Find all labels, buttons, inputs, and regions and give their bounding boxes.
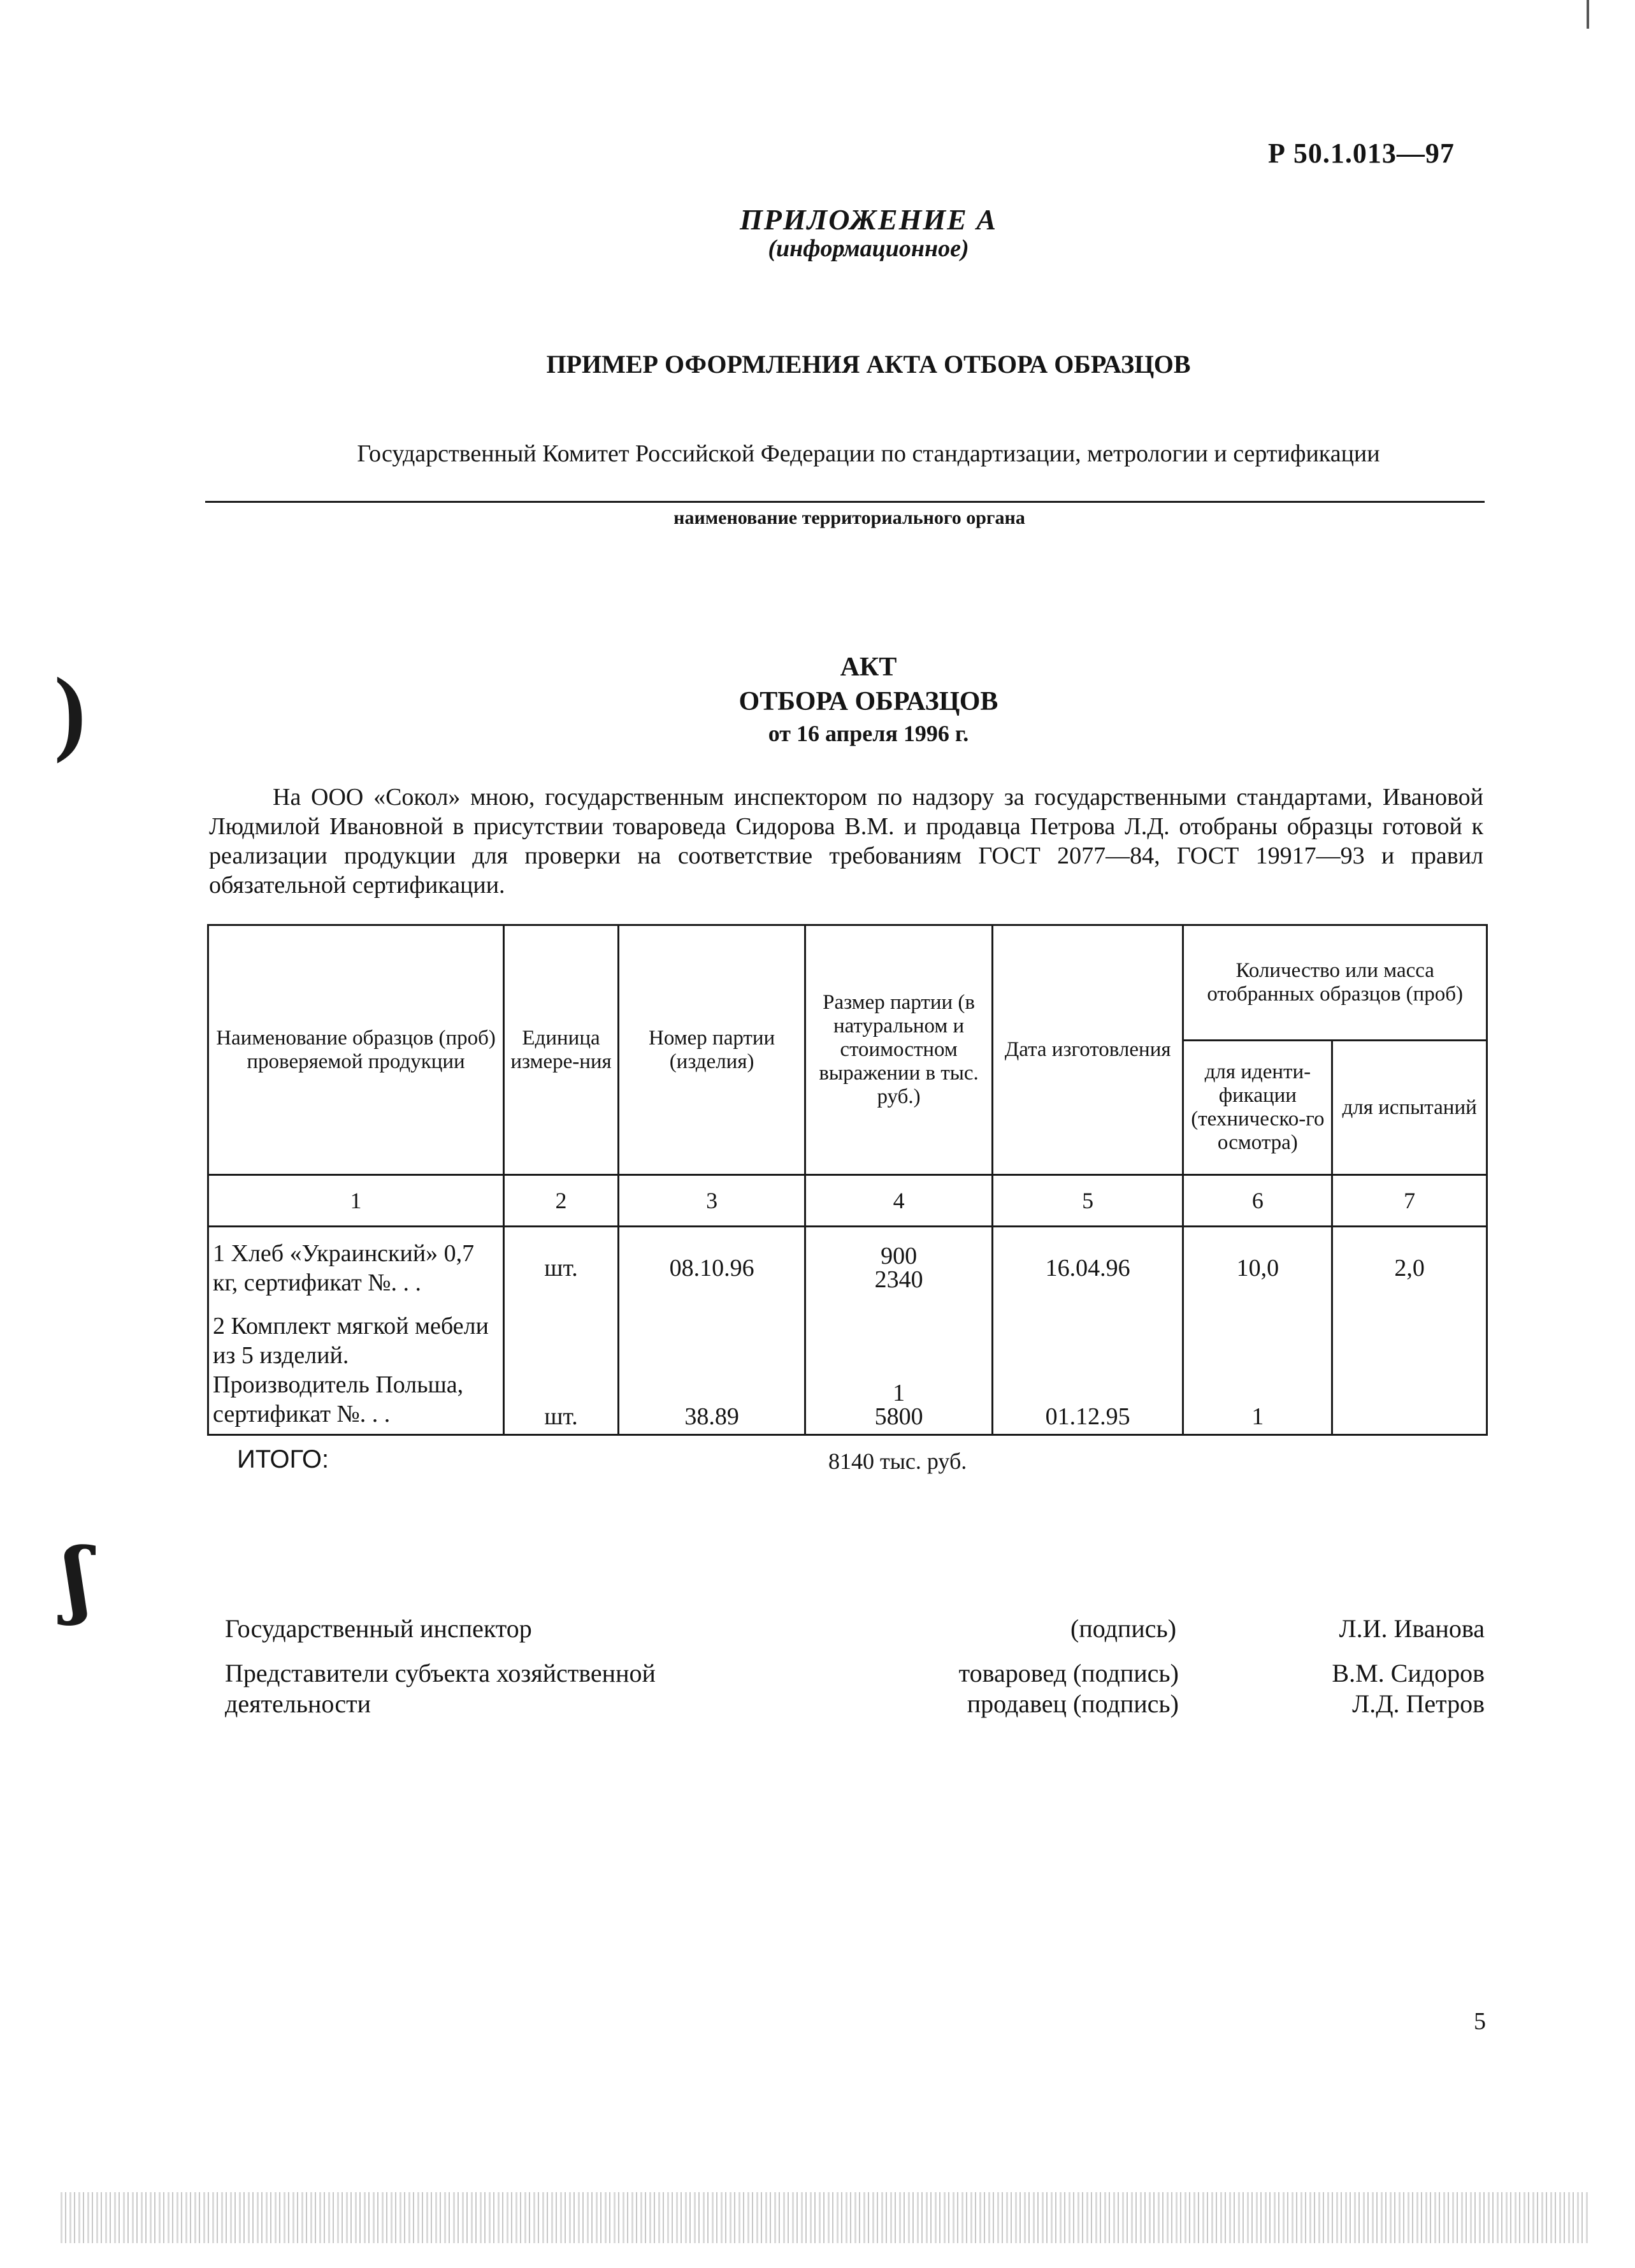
appendix-title: ПРИЛОЖЕНИЕ А bbox=[739, 203, 998, 236]
row-batch-number: 38.89 bbox=[618, 1309, 805, 1435]
row-batch-size bbox=[805, 1227, 993, 1310]
organization-name: Государственный Комитет Российской Федерации по стандартизации, метрологии и сертификации bbox=[357, 440, 1380, 467]
binding-bracket-mark: ʃ bbox=[64, 1529, 92, 1627]
total-label: ИТОГО: bbox=[237, 1445, 329, 1473]
seller-signature-field: продавец (подпись) bbox=[967, 1689, 1179, 1718]
row-manufacture-date: 16.04.96 bbox=[992, 1227, 1183, 1310]
inspector-signature-field: (подпись) bbox=[1070, 1614, 1177, 1643]
merchandiser-signature-field: товаровед (подпись) bbox=[958, 1659, 1179, 1687]
inspector-name: Л.И. Иванова bbox=[1339, 1614, 1485, 1643]
act-title-line2: ОТБОРА ОБРАЗЦОВ bbox=[738, 687, 998, 716]
document-number: Р 50.1.013—97 bbox=[1268, 138, 1455, 169]
merchandiser-name: В.М. Сидоров bbox=[1332, 1659, 1485, 1687]
appendix-subtitle: (информационное) bbox=[768, 235, 969, 262]
row-manufacture-date: 01.12.95 bbox=[992, 1309, 1183, 1435]
row-unit: шт. bbox=[504, 1227, 619, 1310]
page-number: 5 bbox=[1474, 2008, 1486, 2035]
row-identification-qty: 10,0 bbox=[1183, 1227, 1332, 1310]
act-intro-paragraph: На ООО «Сокол» мною, государственным инспектором по надзору за государственными стандартами, Ивановой Людмилой Ивановной в присутствии товароведа Сидорова В.М. и продавца Петрова Л.Д. отобраны образцы готовой к реализации продукции для проверки на соответствие требованиям ГОСТ 2077—84, ГОСТ 19917—93 и правил обязательной сертификации. bbox=[209, 784, 1483, 899]
row-identification-qty: 1 bbox=[1183, 1309, 1332, 1435]
header-quantity-group: Количество или масса отобранных образцов (проб) bbox=[1183, 925, 1487, 1041]
territorial-body-blank-line bbox=[205, 501, 1485, 503]
row-batch-size bbox=[805, 1309, 993, 1435]
main-title: ПРИМЕР ОФОРМЛЕНИЯ АКТА ОТБОРА ОБРАЗЦОВ bbox=[546, 350, 1191, 379]
header-unit: Единица измере-ния bbox=[504, 925, 619, 1175]
representatives-signature-fields bbox=[918, 1658, 1179, 1719]
representatives-names bbox=[1242, 1658, 1485, 1719]
row-size-value: 5800 bbox=[874, 1403, 923, 1430]
table-header-row bbox=[208, 925, 1487, 1041]
header-testing: для испытаний bbox=[1332, 1041, 1487, 1175]
header-identification: для иденти-фикации (техническо-го осмотра) bbox=[1183, 1041, 1332, 1175]
header-manufacture-date: Дата изготовления bbox=[992, 925, 1183, 1175]
row-batch-number: 08.10.96 bbox=[618, 1227, 805, 1310]
header-batch-number: Номер партии (изделия) bbox=[618, 925, 805, 1175]
act-date: от 16 апреля 1996 г. bbox=[768, 721, 969, 746]
column-number: 7 bbox=[1332, 1175, 1487, 1227]
row-size-natural: 1 bbox=[893, 1380, 905, 1406]
total-value: 8140 тыс. руб. bbox=[828, 1448, 967, 1474]
row-unit: шт. bbox=[504, 1309, 619, 1435]
row-product-name: 2 Комплект мягкой мебели из 5 изделий. Производитель Польша, сертификат №. . . bbox=[208, 1309, 504, 1435]
seller-name: Л.Д. Петров bbox=[1352, 1689, 1485, 1718]
representatives-label-line2: деятельности bbox=[225, 1689, 371, 1718]
scan-noise-strip bbox=[61, 2192, 1590, 2243]
column-number: 3 bbox=[618, 1175, 805, 1227]
row-product-name: 1 Хлеб «Украинский» 0,7 кг, сертификат №. . . bbox=[208, 1227, 504, 1310]
samples-table bbox=[207, 924, 1488, 1436]
column-number: 5 bbox=[992, 1175, 1183, 1227]
row-testing-qty bbox=[1332, 1309, 1487, 1435]
act-title bbox=[0, 650, 1635, 719]
table-row bbox=[208, 1309, 1487, 1435]
column-numbers-row bbox=[208, 1175, 1487, 1227]
representatives-label bbox=[225, 1658, 656, 1719]
representatives-label-line1: Представители субъекта хозяйственной bbox=[225, 1659, 656, 1687]
header-name: Наименование образцов (проб) проверяемой продукции bbox=[208, 925, 504, 1175]
table-row bbox=[208, 1227, 1487, 1310]
column-number: 1 bbox=[208, 1175, 504, 1227]
binding-bracket-mark: ) bbox=[54, 658, 86, 764]
inspector-label: Государственный инспектор bbox=[225, 1614, 532, 1643]
territorial-body-caption: наименование территориального органа bbox=[673, 507, 1025, 528]
row-size-value: 2340 bbox=[874, 1266, 923, 1293]
scan-edge-mark bbox=[1587, 0, 1589, 29]
column-number: 2 bbox=[504, 1175, 619, 1227]
act-title-line1: АКТ bbox=[840, 653, 897, 682]
row-testing-qty: 2,0 bbox=[1332, 1227, 1487, 1310]
column-number: 4 bbox=[805, 1175, 993, 1227]
header-batch-size: Размер партии (в натуральном и стоимостном выражении в тыс. руб.) bbox=[805, 925, 993, 1175]
row-size-natural: 900 bbox=[881, 1243, 918, 1269]
column-number: 6 bbox=[1183, 1175, 1332, 1227]
